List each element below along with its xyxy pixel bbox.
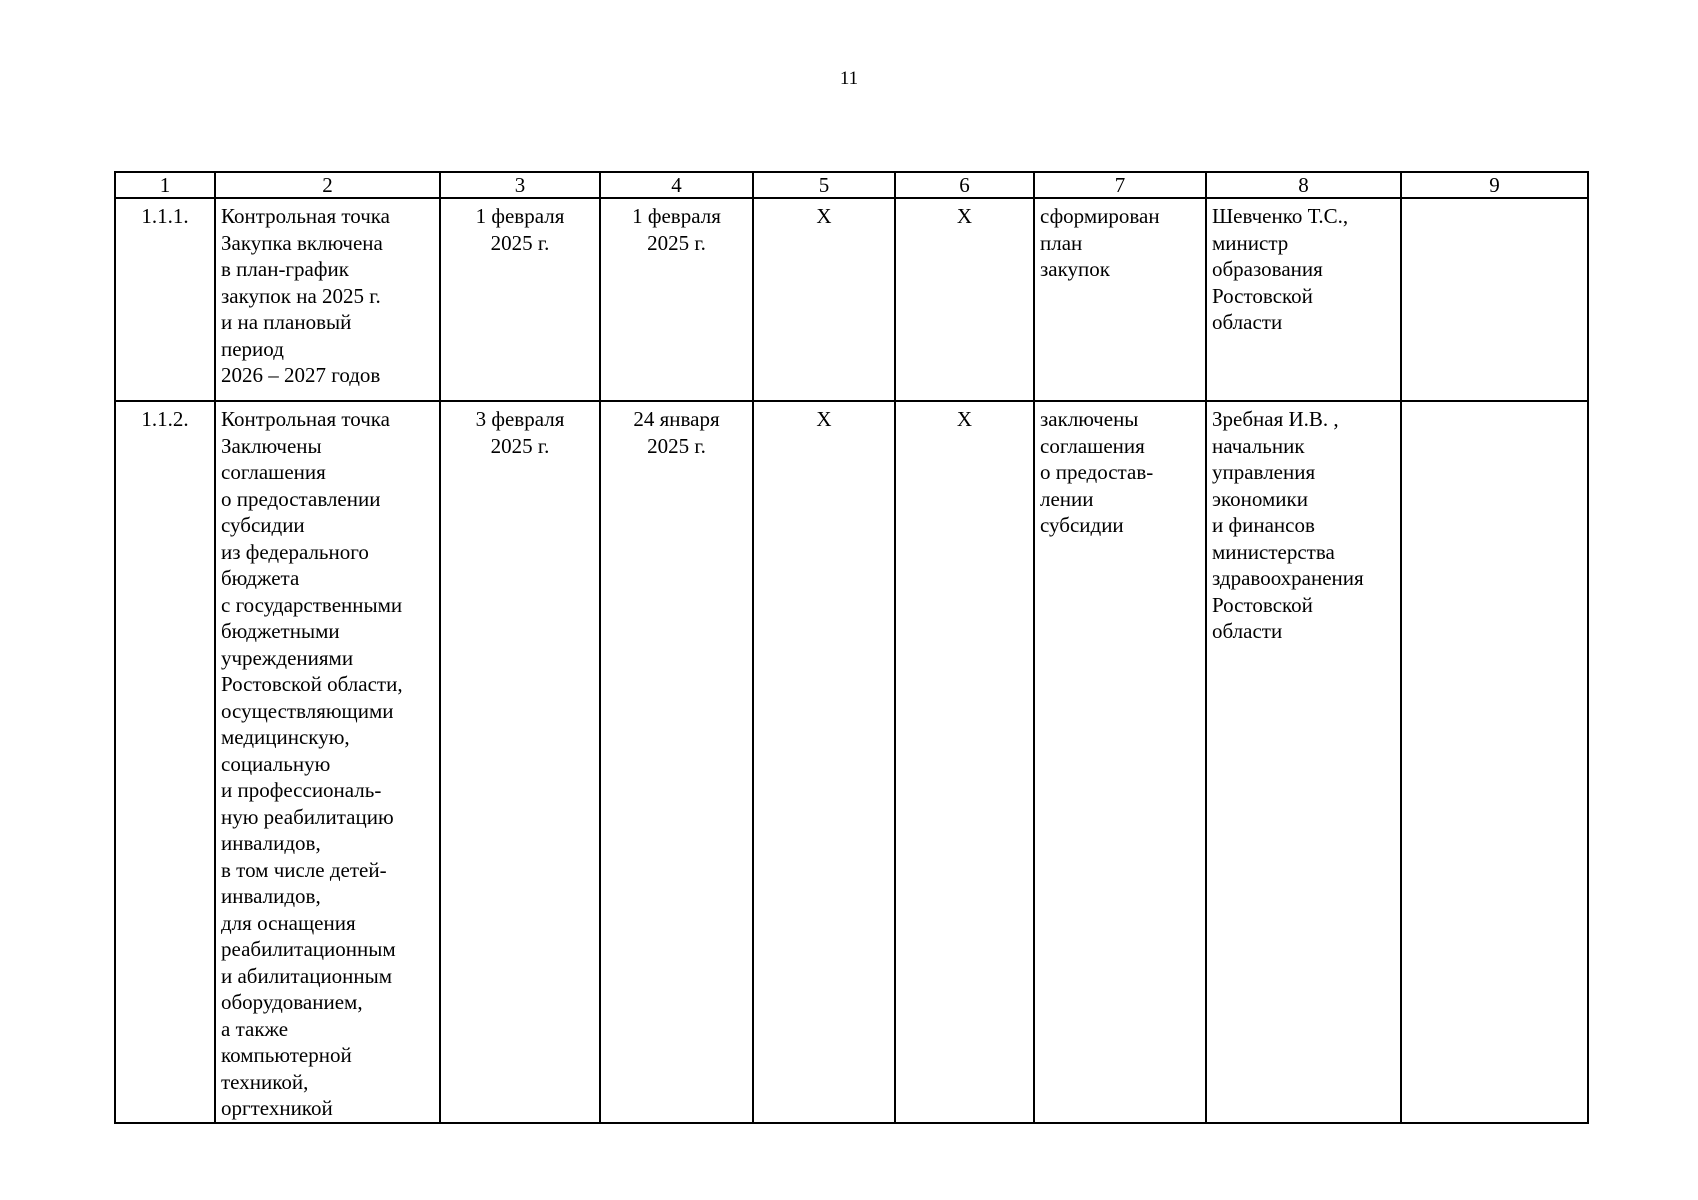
cell-text-line: области [1212,310,1283,334]
cell-text-line: о предостав- [1040,460,1154,484]
cell-text-line: в том числе детей- [221,857,387,882]
cell-text-line: Шевченко Т.С., [1212,204,1349,228]
cell-text-line: и финансов [1212,513,1315,537]
header-cell: 1 [115,172,215,198]
cell-text-line: оборудованием, [221,990,363,1014]
end-date-cell [600,198,753,401]
cell-text-line: оргтехникой [221,1096,333,1120]
cell-text-line: бюджетными [221,619,340,643]
row-number-cell: 1.1.2. [115,401,215,1123]
cell-text-line: лении [1040,486,1094,511]
cell-text-line: Контрольная точка [221,204,391,228]
cell-text-line: Контрольная точка [221,407,391,431]
col5-cell: X [753,198,895,401]
cell-text-line: Ростовской [1212,592,1313,617]
col6-cell: X [895,401,1034,1123]
cell-text-line: Закупка включена [221,230,383,255]
cell-text-line: Ростовской области, [221,672,403,696]
cell-text-line: из федерального [221,539,369,564]
cell-text-line: министр [1212,230,1289,255]
cell-text-line: здравоохранения [1212,566,1364,590]
col9-cell [1401,401,1588,1123]
cell-text-line: закупок на 2025 г. [221,283,381,308]
cell-text-line: 3 февраля [475,407,565,431]
responsible-cell [1206,198,1401,401]
header-cell: 2 [215,172,440,198]
cell-text-line: о предоставлении [221,486,381,511]
cell-text-line: учреждениями [221,645,354,670]
start-date-cell [440,198,600,401]
header-cell: 8 [1206,172,1401,198]
cell-text-line: сформирован [1040,204,1160,228]
cell-text-line: закупок [1040,257,1110,281]
cell-text-line: инвалидов, [221,831,321,855]
cell-text-line: субсидии [221,513,305,537]
result-cell [1034,401,1206,1123]
cell-text-line: с государственными [221,592,403,617]
row-number-cell: 1.1.1. [115,198,215,401]
cell-text-line: 2025 г. [490,230,550,255]
page-number: 11 [839,68,859,89]
cell-text-line: осуществляющими [221,698,394,723]
cell-text-line: субсидии [1040,513,1124,537]
cell-text-line: министерства [1212,539,1335,564]
cell-text-line: период [221,336,284,361]
cell-text-line: 2025 г. [490,433,550,458]
end-date-cell [600,401,753,1123]
table-row [115,198,1588,401]
header-cell: 9 [1401,172,1588,198]
responsible-cell [1206,401,1401,1123]
cell-text-line: реабилитационным [221,937,396,961]
header-cell: 4 [600,172,753,198]
cell-text-line: 2025 г. [647,433,706,458]
table-row [115,401,1588,1123]
cell-text-line: области [1212,619,1283,643]
cell-text-line: соглашения [1040,433,1145,458]
cell-text-line: бюджета [221,566,300,590]
cell-text-line: для оснащения [221,910,356,935]
cell-text-line: и профессиональ- [221,778,382,802]
cell-text-line: управления [1212,460,1316,484]
cell-text-line: 2026 – 2027 годов [221,363,381,387]
col9-cell [1401,198,1588,401]
col6-cell: X [895,198,1034,401]
cell-text-line: в план-график [221,257,349,281]
cell-text-line: 1 февраля [632,204,721,228]
header-cell: 3 [440,172,600,198]
result-cell [1034,198,1206,401]
start-date-cell [440,401,600,1123]
cell-text-line: 1 февраля [475,204,565,228]
cell-text-line: ную реабилитацию [221,804,394,829]
cell-text-line: социальную [221,751,331,776]
control-point-name-cell [215,401,440,1123]
cell-text-line: и абилитационным [221,963,393,988]
cell-text-line: заключены [1040,407,1139,431]
cell-text-line: медицинскую, [221,725,350,749]
cell-text-line: Зребная И.В. , [1212,407,1339,431]
cell-text-line: план [1040,230,1083,255]
cell-text-line: 24 января [633,407,720,431]
cell-text-line: и на плановый [221,310,352,334]
control-point-name-cell [215,198,440,401]
cell-text-line: а также [221,1016,289,1041]
cell-text-line: экономики [1212,486,1308,511]
cell-text-line: Ростовской [1212,283,1313,308]
cell-text-line: образования [1212,257,1323,281]
cell-text-line: инвалидов, [221,884,321,908]
header-cell: 5 [753,172,895,198]
col5-cell: X [753,401,895,1123]
plan-table [114,171,1589,1124]
cell-text-line: соглашения [221,460,326,484]
cell-text-line: техникой, [221,1069,309,1094]
cell-text-line: компьютерной [221,1043,352,1067]
table-header-row [115,172,1588,198]
cell-text-line: начальник [1212,433,1305,458]
cell-text-line: 2025 г. [647,230,706,255]
header-cell: 6 [895,172,1034,198]
header-cell: 7 [1034,172,1206,198]
cell-text-line: Заключены [221,433,322,458]
